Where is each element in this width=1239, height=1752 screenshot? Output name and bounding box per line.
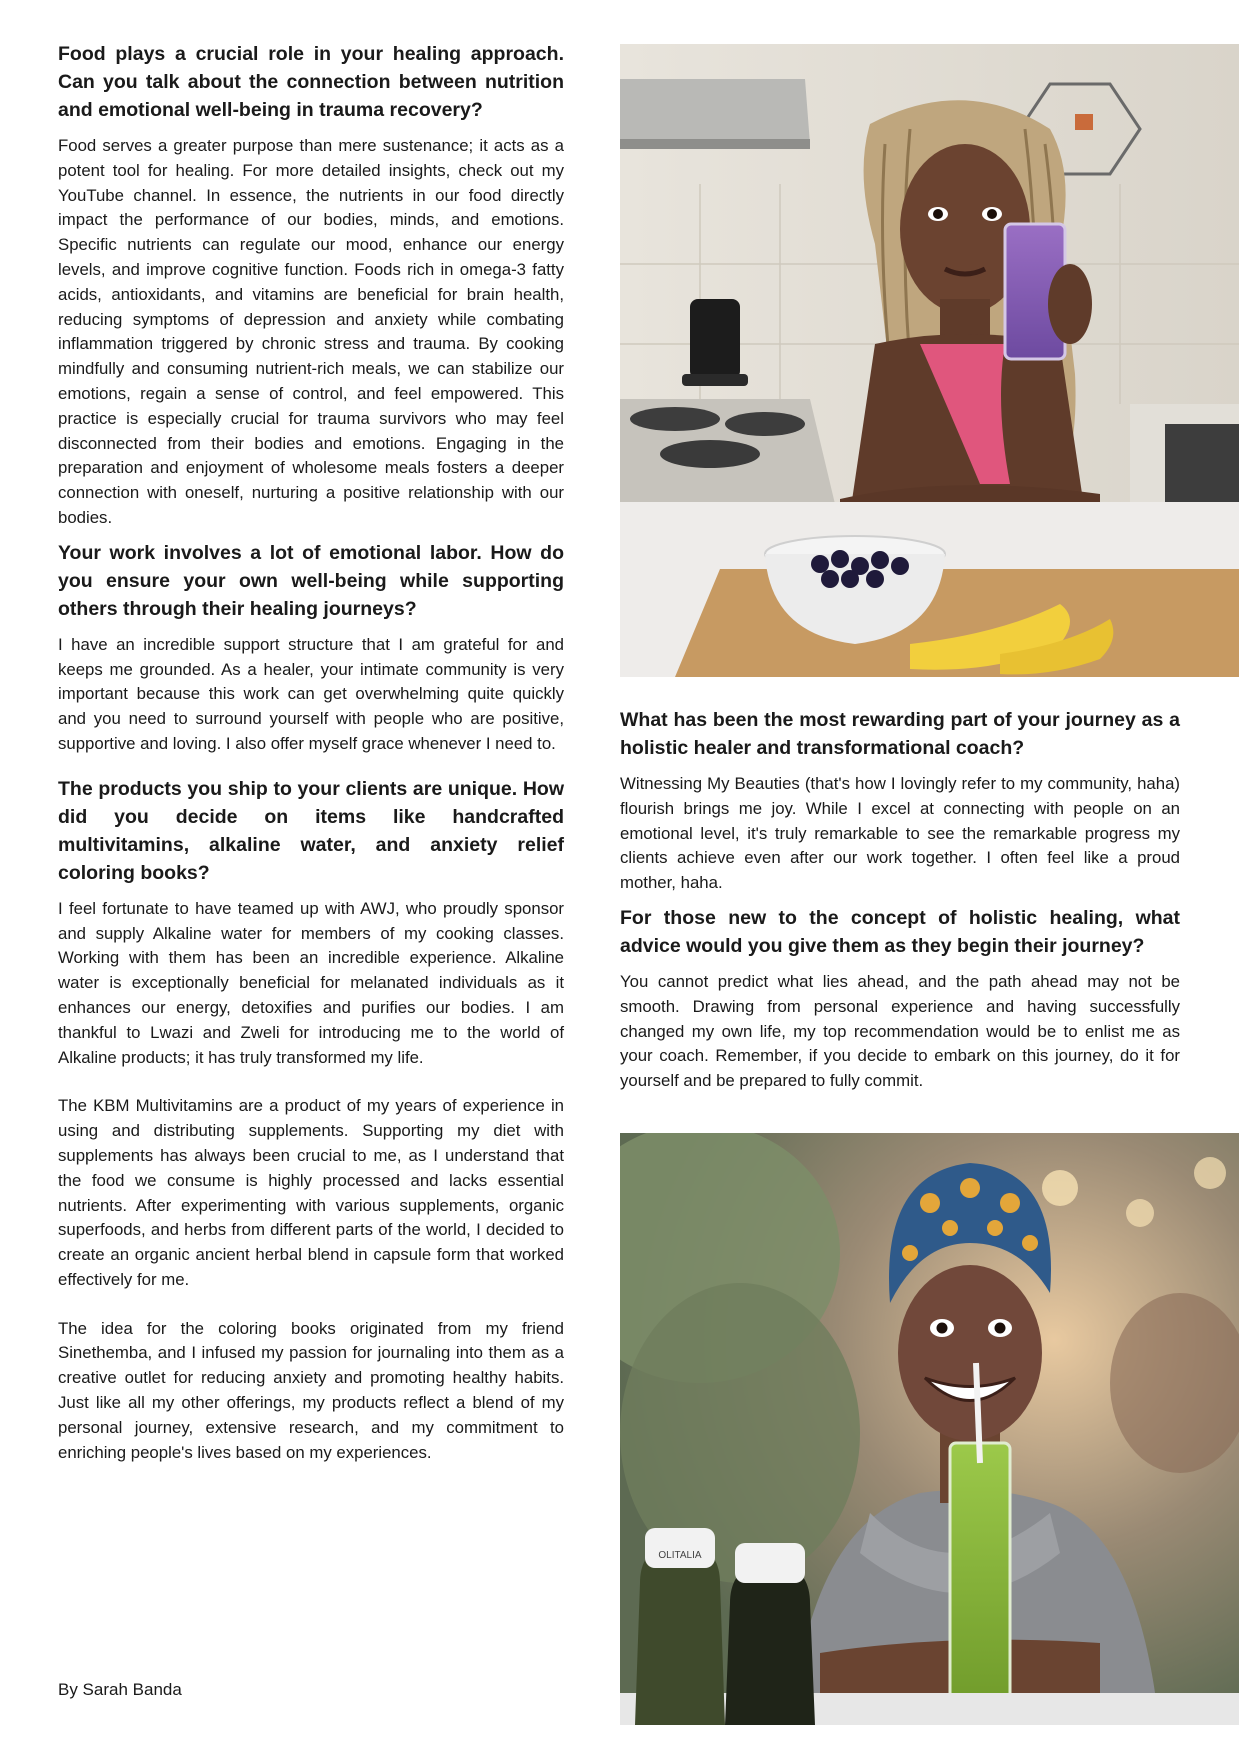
answer-products-multivitamins: The KBM Multivitamins are a product of my years of experience in using and distributing supplements. Supporting my diet with supplements has always been crucial to me, as I understand that the food we consume is highly processed and lacks essential nutrients. After experimenting with various supplements, organic superfoods, and herbs from different parts of the world, I decided to create an organic ancient herbal blend in capsule form that worked effectively for me. bbox=[58, 1096, 564, 1289]
question-nutrition: Food plays a crucial role in your healing approach. Can you talk about the connection between nutrition and emotional well-being in trauma recovery? bbox=[58, 43, 564, 121]
photo-kitchen-smoothie bbox=[620, 44, 1239, 677]
answer-nutrition: Food serves a greater purpose than mere sustenance; it acts as a potent tool for healing. For more detailed insights, check out my YouTube channel. In essence, the nutrients in our food directly impact the performance of our bodies, minds, and emotions. Specific nutrients can regulate our mood, enhance our energy levels, and improve cognitive function. Foods rich in omega-3 fatty acids, antioxidants, and vitamins are beneficial for brain health, reducing symptoms of depression and anxiety while combating inflammation triggered by chronic stress and trauma. By cooking mindfully and consuming nutrient-rich meals, we can stabilize our emotions, regain a sense of control, and feel empowered. This practice is especially crucial for trauma survivors who may feel disconnected from their bodies and emotions. Engaging in the preparation and enjoyment of wholesome meals fosters a deeper connection with oneself, nurturing a positive relationship with our bodies. bbox=[58, 136, 564, 527]
byline: By Sarah Banda bbox=[58, 1680, 182, 1699]
right-column bbox=[620, 706, 1180, 1094]
answer-advice: You cannot predict what lies ahead, and the path ahead may not be smooth. Drawing from personal experience and having successfully changed my own life, my top recommendation would be to enlist me as your coach. Remember, if you decide to embark on this journey, do it for yourself and be prepared to fully commit. bbox=[620, 971, 1180, 1091]
photo-restaurant-green-smoothie bbox=[620, 1133, 1239, 1725]
left-column bbox=[58, 40, 564, 1465]
answer-rewarding: Witnessing My Beauties (that's how I lovingly refer to my community, haha) flourish brings me joy. While I excel at connecting with people on an emotional level, it's truly remarkable to see the remarkable progress my clients achieve even after our work together. I often feel like a proud mother, haha. bbox=[620, 774, 1180, 893]
bottle-label: OLITALIA bbox=[658, 1550, 702, 1561]
answer-products-alkaline: I feel fortunate to have teamed up with AWJ, who proudly sponsor and supply Alkaline water for members of my cooking classes. Working with them has been an incredible experience. Alkaline water is exceptionally beneficial for melanated individuals as it enhances our energy, detoxifies and purifies our bodies. I am thankful to Lwazi and Zweli for introducing me to the world of Alkaline products; it has truly transformed my life. bbox=[58, 898, 564, 1067]
question-products: The products you ship to your clients are unique. How did you decide on items like handcrafted multivitamins, alkaline water, and anxiety relief coloring books? bbox=[58, 777, 564, 884]
question-rewarding: What has been the most rewarding part of your journey as a holistic healer and transformational coach? bbox=[620, 709, 1180, 759]
answer-products-coloring-books: The idea for the coloring books originated from my friend Sinethemba, and I infused my passion for journaling into them as a creative outlet for reducing anxiety and promoting healthy habits. Just like all my other offerings, my products reflect a blend of my personal journey, extensive research, and my commitment to enriching people's lives based on my experiences. bbox=[58, 1318, 564, 1462]
question-emotional-labor: Your work involves a lot of emotional labor. How do you ensure your own well-being while supporting others through their healing journeys? bbox=[58, 541, 564, 620]
question-advice: For those new to the concept of holistic healing, what advice would you give them as they begin their journey? bbox=[620, 906, 1180, 957]
answer-emotional-labor: I have an incredible support structure that I am grateful for and keeps me grounded. As a healer, your intimate community is very important because this work can get overwhelming quite quickly and you need to surround yourself with people who are positive, supportive and loving. I also offer myself grace whenever I need to. bbox=[58, 634, 564, 753]
